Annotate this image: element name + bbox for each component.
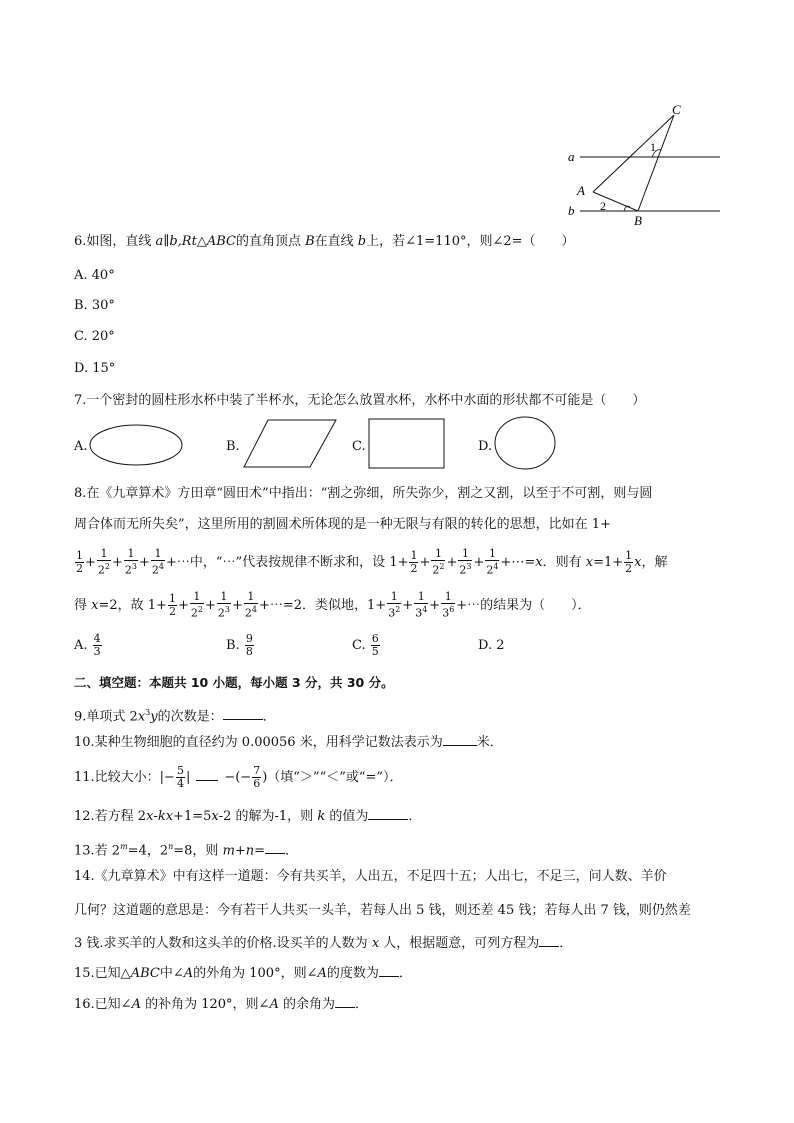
question-10: 10.某种生物细胞的直径约为 0.00056 米，用科学记数法表示为 米． xyxy=(74,735,503,750)
question-16: 16.已知∠A 的补角为 120°，则∠A 的余角为 ． xyxy=(74,997,368,1012)
frac-1-2: $\frac{1}{2}$ xyxy=(76,549,83,575)
q6-var-a: a xyxy=(155,234,164,249)
q11-answer-blank[interactable] xyxy=(196,770,218,781)
frac-1-3pow6: $\frac{1}{3^6}$ xyxy=(442,590,455,620)
side-AC xyxy=(593,115,674,192)
label-C: C xyxy=(672,102,681,117)
question-7: 7.一个密封的圆柱形水杯中装了半杯水，无论怎么放置水杯，水杯中水面的形状都不可能是（ ） xyxy=(74,393,646,408)
q6-option-c[interactable]: C. 20° xyxy=(74,329,115,344)
frac-1-2pow4: $\frac{1}{2^4}$ xyxy=(151,547,164,577)
label-A: A xyxy=(577,183,585,198)
q8-l4-d: +⋯的结果为（ ）． xyxy=(456,598,591,613)
side-CB xyxy=(638,115,674,211)
question-15: 15.已知△ABC中∠A的外角为 100°，则∠A的度数为 ． xyxy=(74,966,412,981)
q7-rectangle-shape xyxy=(368,418,446,470)
question-13: 13.若 $2^m=4$，$2^n=8$，则 m+n= ． xyxy=(74,842,299,859)
q8-option-a[interactable]: A. $\frac{4}{3}$ xyxy=(74,632,101,658)
frac-1-2c: $\frac{1}{2}$ xyxy=(625,549,633,575)
question-9: 9.单项式 $2x^3y$的次数是： ． xyxy=(74,708,276,725)
q8-option-b[interactable]: B. $\frac{9}{8}$ xyxy=(226,632,253,658)
label-a: a xyxy=(568,149,575,164)
q7-option-c[interactable] xyxy=(352,438,366,456)
q15-answer-blank[interactable] xyxy=(379,966,399,977)
frac-1-2sq-b: $\frac{1}{2^2}$ xyxy=(432,547,445,577)
question-6 xyxy=(74,233,575,251)
q6-abc: ABC xyxy=(206,234,236,249)
q7-label-b: B. xyxy=(226,439,240,454)
q6-text: 6.如图，直线 xyxy=(74,234,156,249)
q6-var-B: B xyxy=(305,234,315,249)
q7-option-d[interactable] xyxy=(478,438,492,456)
label-b: b xyxy=(568,203,575,218)
q8-line-4: 得 x=2，故 1+ $\frac{1}{2}$ + $\frac{1}{2^2}$ + $\frac{1}{2^3}$ + $\frac{1}{2^4}$ +⋯=2．类似地，1+ $\frac{1}{3^2}$ + $\frac{1}{3^4}$ + $\frac{1}{3^6}$ +⋯的结果为（ ）． xyxy=(74,590,591,620)
q14-line-1: 14.《九章算术》中有这样一道题：今有共买羊，人出五，不足四十五；人出七，不足三，问人数、羊价 xyxy=(74,869,667,884)
q6-rt: ,Rt xyxy=(177,234,197,249)
q8-l4-b: =2，故 1+ xyxy=(98,598,167,613)
q10-answer-blank[interactable] xyxy=(443,735,477,746)
q8-l3-end: ，解 xyxy=(641,555,668,570)
q7-ellipse-shape xyxy=(88,423,186,469)
q8-var-x3: x xyxy=(634,555,642,570)
label-2: 2 xyxy=(600,199,606,213)
frac-1-3sq: $\frac{1}{3^2}$ xyxy=(388,590,401,620)
q16-answer-blank[interactable] xyxy=(335,997,355,1008)
frac-1-2cube: $\frac{1}{2^3}$ xyxy=(124,547,137,577)
q8-var-x2: x xyxy=(585,555,594,570)
parallel-lines-triangle-figure xyxy=(560,100,730,230)
q14-answer-blank[interactable] xyxy=(539,936,559,947)
label-1: 1 xyxy=(650,140,656,154)
q6-text-mid2: 在直线 xyxy=(314,234,358,249)
q7-circle-shape xyxy=(494,416,558,472)
question-11: 11.比较大小：|− $\frac{5}{4}$ | −(− $\frac{7}{6}$ )（填“＞”“＜”或“=”）． xyxy=(74,764,403,790)
q8-line-2: 周合体而无所失矣”，这里所用的割圆术所体现的是一种无限与有限的转化的思想，比如在 1+ xyxy=(74,517,611,532)
q8-l3-eq: +⋯= xyxy=(500,555,536,570)
frac-1-2b: $\frac{1}{2}$ xyxy=(410,549,418,575)
q6-text-end: 上，若∠1=110°，则∠2=（ ） xyxy=(366,234,575,249)
frac-1-2d: $\frac{1}{2}$ xyxy=(168,592,176,618)
frac-1-2pow4-d: $\frac{1}{2^4}$ xyxy=(244,590,257,620)
q8-option-c[interactable]: C. $\frac{6}{5}$ xyxy=(352,632,379,658)
q8-line-1: 8.在《九章算术》方田章“圆田术”中指出：“割之弥细，所失弥少，割之又割，以至于不可割，则与圆 xyxy=(74,486,653,501)
q6-option-a[interactable]: A. 40° xyxy=(74,268,115,283)
q8-l3-eq2: =1+ xyxy=(593,555,624,570)
label-B: B xyxy=(634,213,642,228)
frac-1-2cube-d: $\frac{1}{2^3}$ xyxy=(217,590,230,620)
q7-label-a: A. xyxy=(74,439,88,454)
q7-option-a[interactable] xyxy=(74,438,88,456)
q7-option-b[interactable] xyxy=(226,438,240,456)
q14-line-2: 几何？这道题的意思是：今有若干人共买一头羊，若每人出 5 钱，则还差 45 钱；若每人出 7 钱，则仍然差 xyxy=(74,903,691,918)
q8-line-3: $\frac{1}{2}$ + $\frac{1}{2^2}$ + $\frac{1}{2^3}$ + $\frac{1}{2^4}$ +⋯中，“⋯”代表按规律不断求和，设 1+ $\frac{1}{2}$ + $\frac{1}{2^2}$ + $\frac{1}{2^3}$ + $\frac{1}{2^4}$ +⋯=x．则有 x=1+ $\frac{1}{2}$ x，解 xyxy=(76,547,668,577)
q8-var-x: x xyxy=(535,555,543,570)
question-12: 12.若方程 2x-kx+1=5x-2 的解为-1，则 k 的值为 ． xyxy=(74,809,422,824)
q12-answer-blank[interactable] xyxy=(368,809,408,820)
q14-line-3: 3 钱.求买羊的人数和这头羊的价格.设买羊的人数为 x 人，根据题意，可列方程为 ． xyxy=(74,936,573,951)
section-2-heading: 二、填空题：本题共 10 小题，每小题 3 分，共 30 分。 xyxy=(74,675,394,690)
q8-l4-c: +⋯=2．类似地，1+ xyxy=(258,598,387,613)
frac-1-2sq-d: $\frac{1}{2^2}$ xyxy=(190,590,203,620)
q7-parallelogram-shape xyxy=(242,418,338,470)
q8-option-d[interactable]: D. 2 xyxy=(478,638,505,653)
frac-1-3pow4: $\frac{1}{3^4}$ xyxy=(415,590,428,620)
q9-answer-blank[interactable] xyxy=(223,709,263,720)
q6-parallel: ∥ xyxy=(163,234,170,249)
q8-l3-then: ．则有 xyxy=(542,555,586,570)
q6-option-d[interactable]: D. 15° xyxy=(74,361,116,376)
q13-answer-blank[interactable] xyxy=(265,843,285,854)
q6-var-b: b xyxy=(169,234,178,249)
frac-1-2cube-b: $\frac{1}{2^3}$ xyxy=(459,547,472,577)
q8-l4-a: 得 xyxy=(74,598,92,613)
q6-option-b[interactable]: B. 30° xyxy=(74,298,115,313)
q7-label-c: C. xyxy=(352,439,366,454)
frac-1-2pow4-b: $\frac{1}{2^4}$ xyxy=(486,547,499,577)
frac-1-2sq: $\frac{1}{2^2}$ xyxy=(97,547,110,577)
q8-var-x4: x xyxy=(91,598,99,613)
q6-triangle: △ xyxy=(196,234,207,249)
q6-text-mid: 的直角顶点 xyxy=(235,234,306,249)
q7-label-d: D. xyxy=(478,439,493,454)
q6-var-b2: b xyxy=(357,234,367,249)
q8-l3-mid: +⋯中，“⋯”代表按规律不断求和，设 1+ xyxy=(166,555,409,570)
